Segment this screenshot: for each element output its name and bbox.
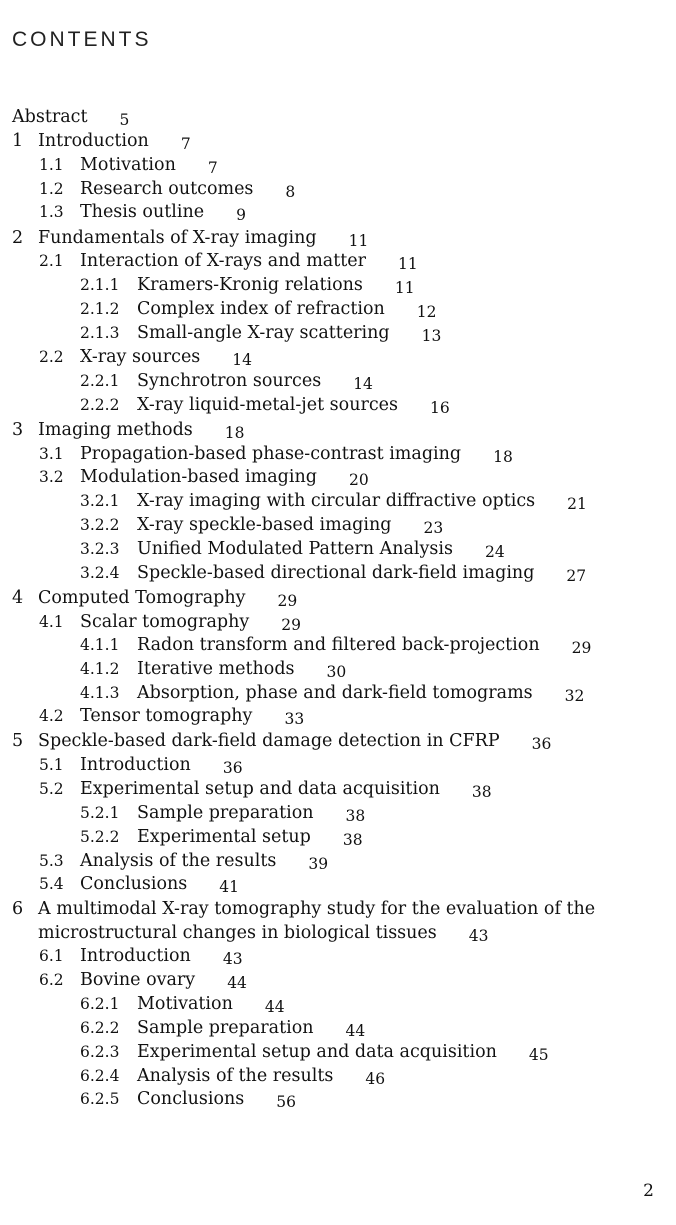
toc-entry-title: Experimental setup and data acquisition: [137, 1042, 497, 1062]
toc-entry-title: Speckle-based directional dark-field imaging: [137, 563, 535, 583]
toc-entry-title: Kramers-Kronig relations: [137, 275, 363, 295]
toc-entry-number: 1.1: [39, 156, 64, 174]
toc-entry-page: 30: [326, 663, 347, 681]
toc-entry-title: Introduction: [80, 946, 191, 966]
toc-entry-title: Analysis of the results: [137, 1066, 334, 1086]
toc-entry-page: 18: [224, 424, 245, 442]
toc-entry-title: Propagation-based phase-contrast imaging: [80, 444, 462, 464]
toc-entry-number: 5.3: [39, 852, 64, 870]
toc-entry-title: Thesis outline: [80, 202, 205, 222]
toc-entry-title: Iterative methods: [137, 659, 295, 679]
toc-entry-number: 2.1: [39, 252, 64, 270]
toc-entry-number: 2.2.1: [80, 372, 120, 390]
toc-entry-number: 3.2.4: [80, 564, 120, 582]
toc-entry-page: 24: [484, 543, 505, 561]
toc-entry-page: 33: [284, 710, 305, 728]
toc-entry-page: 11: [394, 279, 415, 297]
toc-entry-title: Speckle-based dark-field damage detection in CFRP: [38, 731, 500, 751]
toc-entry-page: 12: [416, 303, 437, 321]
toc-entry-page: 38: [342, 831, 363, 849]
toc-entry-number: 6.2.1: [80, 995, 120, 1013]
toc-entry-page: 18: [493, 448, 513, 466]
toc-entry-title: Modulation-based imaging: [80, 467, 317, 487]
toc-entry-number: 3.2.3: [80, 540, 120, 558]
toc-entry-page: 32: [564, 687, 585, 705]
toc-entry-number: 3: [12, 420, 24, 440]
toc-entry-title: X-ray imaging with circular diffractive optics: [137, 491, 536, 511]
toc-entry-title: Unified Modulated Pattern Analysis: [137, 539, 453, 559]
toc-entry-title: Introduction: [80, 755, 191, 775]
toc-entry-page: 8: [285, 183, 296, 201]
toc-entry-title: Sample preparation: [137, 1018, 314, 1038]
toc-entry-number: 6: [12, 899, 24, 919]
toc-entry-title: Absorption, phase and dark-field tomograms: [137, 683, 533, 703]
toc-entry-page: 41: [219, 878, 239, 896]
toc-entry-title: X-ray liquid-metal-jet sources: [137, 395, 398, 415]
toc-entry-page: 29: [277, 592, 298, 610]
toc-entry-number: 1.2: [39, 180, 64, 198]
toc-entry-title: Experimental setup and data acquisition: [80, 779, 440, 799]
toc-entry-title: Radon transform and filtered back-projection: [137, 635, 540, 655]
toc-entry-page: 11: [348, 232, 369, 250]
toc-entry-number: 5.2.2: [80, 828, 120, 846]
toc-entry-title: Computed Tomography: [38, 588, 246, 608]
toc-entry-number: 4.2: [39, 707, 64, 725]
toc-entry-page: 7: [207, 159, 218, 177]
toc-entry-number: 3.2.2: [80, 516, 120, 534]
page-number: 2: [643, 1181, 654, 1201]
toc-entry-number: 4.1.2: [80, 660, 120, 678]
toc-entry-page: 23: [423, 519, 444, 537]
toc-entry-title: Experimental setup: [137, 827, 311, 847]
toc-entry-title: Synchrotron sources: [137, 371, 322, 391]
toc-entry-page: 43: [468, 927, 489, 945]
toc-entry-title: Interaction of X-rays and matter: [80, 251, 367, 271]
toc-entry-page: 45: [528, 1046, 549, 1064]
toc-entry-title: Research outcomes: [80, 179, 254, 199]
toc-entry-title: Complex index of refraction: [137, 299, 385, 319]
toc-entry-number: 4.1.3: [80, 684, 120, 702]
toc-entry-page: 46: [365, 1070, 386, 1088]
toc-entry-number: 2.2.2: [80, 396, 120, 414]
toc-entry-page: 20: [348, 471, 369, 489]
contents-heading: CONTENTS: [12, 28, 152, 51]
toc-entry-number: 6.1: [39, 947, 64, 965]
toc-entry-number: 6.2.2: [80, 1019, 120, 1037]
toc-entry-number: 5.4: [39, 875, 64, 893]
toc-entry-page: 11: [398, 255, 418, 273]
toc-entry-number: 2.1.2: [80, 300, 120, 318]
toc-entry-number: 4.1: [39, 613, 64, 631]
toc-entry-number: 2.1.3: [80, 324, 120, 342]
toc-entry-number: 1.3: [39, 203, 64, 221]
toc-entry-number: 6.2: [39, 971, 64, 989]
toc-entry-title: microstructural changes in biological tissues: [38, 923, 437, 943]
toc-entry-page: 14: [353, 375, 373, 393]
toc-entry-page: 56: [276, 1093, 296, 1111]
toc-entry-title: Introduction: [38, 131, 149, 151]
toc-entry-title: Tensor tomography: [80, 706, 253, 726]
toc-entry-number: 3.2: [39, 468, 64, 486]
toc-entry-page: 38: [345, 807, 366, 825]
toc-entry-title: Small-angle X-ray scattering: [137, 323, 390, 343]
toc-entry-page: 43: [222, 950, 243, 968]
toc-entry-title: Imaging methods: [38, 420, 193, 440]
toc-entry-page: 16: [429, 399, 450, 417]
toc-entry-number: 2.1.1: [80, 276, 120, 294]
toc-entry-page: 44: [227, 974, 247, 992]
toc-entry-page: 29: [281, 616, 301, 634]
toc-entry-page: 13: [421, 327, 442, 345]
toc-entry-page: 39: [308, 855, 329, 873]
toc-entry-number: 3.2.1: [80, 492, 120, 510]
toc-entry-number: 3.1: [39, 445, 64, 463]
toc-entry-page: 36: [222, 759, 243, 777]
toc-entry-page: 36: [531, 735, 552, 753]
toc-entry-page: 27: [566, 567, 587, 585]
toc-entry-page: 7: [180, 135, 191, 153]
toc-entry-number: 5.2: [39, 780, 64, 798]
toc-entry-number: 4.1.1: [80, 636, 120, 654]
toc-entry-page: 29: [571, 639, 592, 657]
toc-entry-title: X-ray speckle-based imaging: [137, 515, 392, 535]
toc-entry-title: Scalar tomography: [80, 612, 250, 632]
toc-entry-title: Conclusions: [80, 874, 188, 894]
toc-entry-title: Abstract: [12, 107, 88, 127]
toc-entry-page: 44: [264, 998, 285, 1016]
toc-entry-number: 1: [12, 131, 24, 151]
toc-entry-page: 14: [232, 351, 253, 369]
toc-entry-number: 5: [12, 731, 24, 751]
toc-entry-number: 5.2.1: [80, 804, 120, 822]
toc-entry-number: 2.2: [39, 348, 64, 366]
toc-entry-title: Fundamentals of X-ray imaging: [38, 228, 317, 248]
toc-entry-page: 44: [345, 1022, 366, 1040]
toc-entry-page: 21: [567, 495, 587, 513]
toc-entry-number: 2: [12, 228, 24, 248]
toc-entry-title: X-ray sources: [80, 347, 201, 367]
toc-entry-number: 6.2.5: [80, 1090, 120, 1108]
toc-entry-page: 9: [236, 206, 246, 224]
toc-entry-title: Motivation: [80, 155, 176, 175]
toc-entry-title: Bovine ovary: [80, 970, 196, 990]
toc-entry-number: 6.2.4: [80, 1067, 120, 1085]
toc-entry-number: 4: [12, 588, 24, 608]
toc-entry-title: Conclusions: [137, 1089, 245, 1109]
toc-entry-title: Sample preparation: [137, 803, 314, 823]
toc-entry-page: 38: [471, 783, 492, 801]
toc-entry-page: 5: [119, 111, 130, 129]
toc-entry-title: Motivation: [137, 994, 233, 1014]
toc-entry-title: Analysis of the results: [80, 851, 277, 871]
toc-entry-number: 6.2.3: [80, 1043, 120, 1061]
toc-entry-title: A multimodal X-ray tomography study for the evaluation of the: [38, 899, 596, 919]
toc-entry-number: 5.1: [39, 756, 64, 774]
